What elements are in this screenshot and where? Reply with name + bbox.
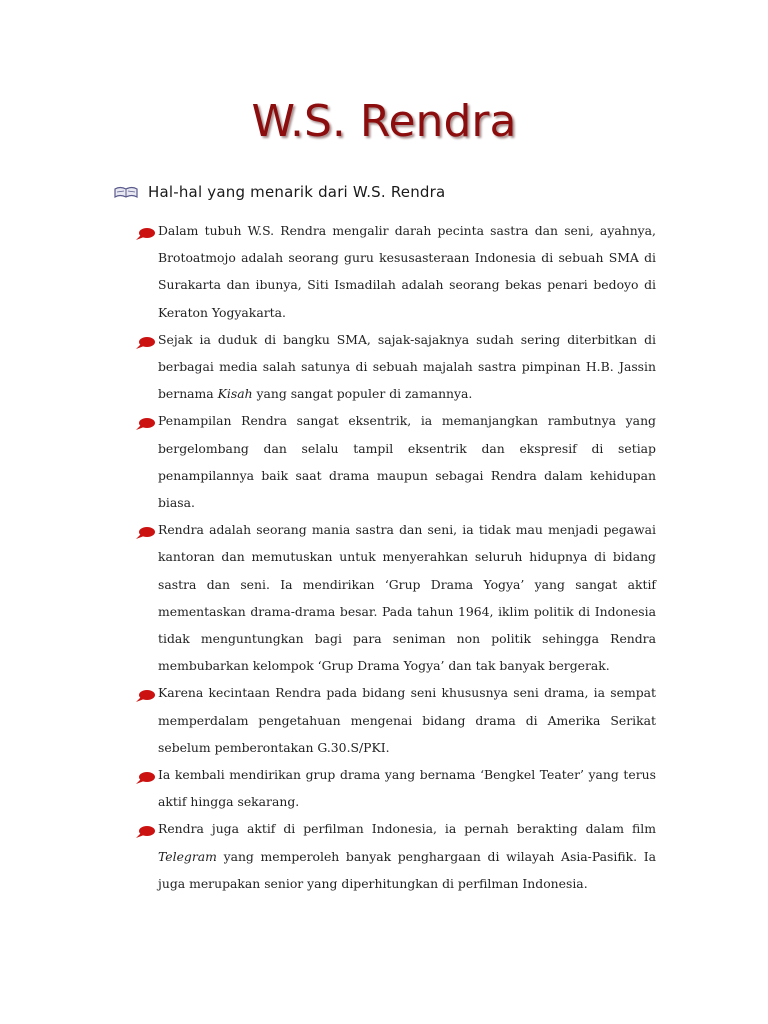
list-item [134,407,656,516]
speech-bubble-icon [134,522,156,536]
speech-bubble-icon [134,332,156,346]
speech-bubble-icon [134,685,156,699]
speech-bubble-icon [134,767,156,781]
speech-bubble-icon [134,413,156,427]
magazine-title: Kisah [217,386,253,402]
point-list [134,217,656,897]
speech-bubble-icon [134,223,156,237]
list-item [134,815,656,897]
list-item-text: yang memperoleh banyak penghargaan di wilayah Asia-Pasifik. Ia juga merupakan senior yang diperhitungkan di perfilman Indonesia. [158,848,656,891]
list-item [134,217,656,326]
speech-bubble-icon [134,821,156,835]
list-item-text: Rendra juga aktif di perfilman Indonesia, ia pernah berakting dalam film [158,821,656,837]
section-heading [114,183,445,201]
list-item-text: Ia kembali mendirikan grup drama yang bernama ‘Bengkel Teater’ yang terus aktif hingga sekarang. [158,767,656,810]
film-title: Telegram [158,848,217,864]
list-item-text: yang sangat populer di zamannya. [252,386,473,402]
page-title: W.S. Rendra [251,96,517,147]
list-item-text: Rendra adalah seorang mania sastra dan seni, ia tidak mau menjadi pegawai kantoran dan memutuskan untuk menyerahkan seluruh hidupnya di bidang sastra dan seni. Ia mendirikan ‘Grup Drama Yogya’ yang sangat aktif mementaskan drama-drama besar. Pada tahun 1964, iklim politik di Indonesia tidak menguntungkan bagi para seniman non politik sehingga Rendra membubarkan kelompok ‘Grup Drama Yogya’ dan tak banyak bergerak. [158,522,656,674]
list-item [134,326,656,408]
list-item [134,761,656,815]
list-item [134,679,656,761]
list-item-text: Dalam tubuh W.S. Rendra mengalir darah pecinta sastra dan seni, ayahnya, Brotoatmojo adalah seorang guru kesusasteraan Indonesia di sebuah SMA di Surakarta dan ibunya, Siti Ismadilah adalah seorang bekas penari bedoyo di Keraton Yogyakarta. [158,223,656,320]
list-item [134,516,656,679]
section-heading-text: Hal-hal yang menarik dari W.S. Rendra [148,183,446,201]
list-item-text: Penampilan Rendra sangat eksentrik, ia memanjangkan rambutnya yang bergelombang dan selalu tampil eksentrik dan ekspresif di setiap penampilannya baik saat drama maupun sebagai Rendra dalam kehidupan biasa. [158,413,656,511]
list-item-text: Karena kecintaan Rendra pada bidang seni khususnya seni drama, ia sempat memperdalam pengetahuan mengenai bidang drama di Amerika Serikat sebelum pemberontakan G.30.S/PKI. [158,685,656,755]
list-item-text: Sejak ia duduk di bangku SMA, sajak-sajaknya sudah sering diterbitkan di berbagai media salah satunya di sebuah majalah sastra pimpinan H.B. Jassin bernama [158,331,656,402]
open-book-icon [114,185,138,199]
